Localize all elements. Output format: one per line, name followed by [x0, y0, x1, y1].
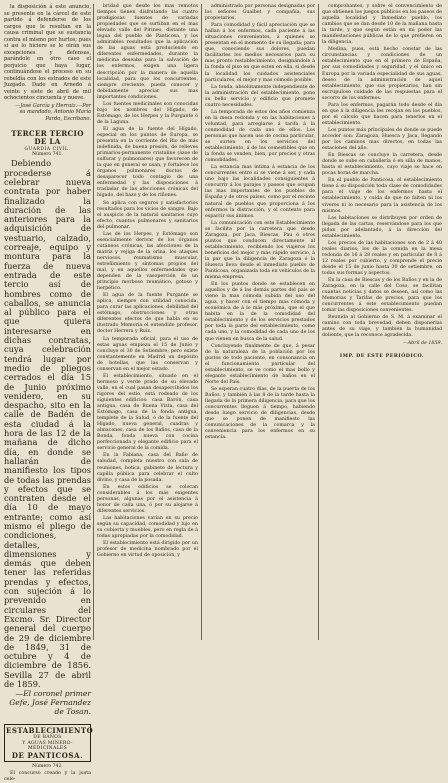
article-paragraph: La comunicación con este Establecimiento se facilita por la carretera que desde Zaragoza, por Jaca, Biescas, Pau ó otros puntos que conducen directamente al establecimiento, recibiendo los viajeros los beneficios del mejor y más rápido servicio, á la par que la diligencia de Zaragoza ó la Huesca lleva desde el inmediato pueblo de Panticosa, organizada toda en vehículos de la misma empresa.: [205, 220, 315, 281]
article-date: —Abril de 1859.: [403, 340, 442, 346]
guardia-civil-signature: —El coronel primer Gefe, José Fernandez de Tosan.: [9, 689, 91, 716]
article-paragraph: El agua de la fuente Purgante se aplica, siempre con utilidad conocida, para curar las aplicaciones, debilidad del estómago, obstrucciones y otras diferentes efectos de que habla en su ilustrado Memoria el entendido profesor, doctor Herrera y Ruiz.: [97, 293, 198, 335]
article-paragraph: bridad que desde los mas remotos tiempos tienen disfrutando las cuatro prodigiosas fuentes de variadas propiedades que se surtiban en el mas elevado valle del Pirineo, distante una legua del pueblo de Panticosa, y los admirables resultados que la aplicación de las aguas está produciendo en diferentes enfermedades, durante la medicina deseaba para la salvación de los enfermos, exigen una ligera descripción por la manera de aquella localidad, para que los concurrentes, siempre creciente, pueda conocer y debidamente apreciar sus mas importantes condiciones.: [97, 4, 198, 100]
column-rule: [318, 4, 319, 640]
article-paragraph: El agua de la fuente del Hígado, especial en los puntos de Europa, se presenta en la corriente del Rio de más indefinida, de buena presión, de relieves primarios-permanente cristaline (ázoe de sulfurar y pulmonares) que favorecen de la que en general se usan, y fortalece los órganos pulmonares ductos de desaparecer todo contagio de una enfermedad y las disposiciones á trasladar de las afecciones crónicas del hígado, del bazo y de los riñones.: [97, 126, 198, 199]
section-number: Número 741.: [32, 152, 63, 157]
article-paragraph: administrado por personas designadas por los señores Gualbet y compañía, sus propietarios.: [205, 4, 315, 22]
article-paragraph: En el pueblo de Panticosa, el establecimiento tiene á su disposición toda clase de comodidades para el viaje de los enfermos hasta el establecimiento, y cuida de que no falten ni los víveres ni lo necesario para la asistencia de los mismos.: [322, 178, 442, 214]
section-subtitle: GUARDIA CIVIL.: [24, 147, 71, 152]
judicial-notice-text: la disposición á este anuncio, se presente en la cárcel de este partido á defenderse de los cargos que le resultan en la causa criminal que se sustancia contra el mismo por hurtos; pues si así lo hiciere se le oirán sus excepciones y defensas, parándole en otro caso el perjuicio que haya lugar, continuándose el proceso en su rebeldía con los estrados de este Juzgado. Dado en Arnedo á veinte y siete de abril de mil ochocientos cincuenta y nueve.: [4, 4, 91, 101]
article-paragraph: Para comodidad y fácil apreciación que se hallan á los enfermos, cada paciente á las situaciones convenientes, á quienes se presentan en el momento de su llegada; para que, conociendo sus dolores, puedan facilitarles los medios necesarios para su mas pronto restablecimiento, designándole á la fonda el piso en que esten en ella, si desde la localidad los cuidados asistenciales particulares, el mejor y mas cómodo posible.: [205, 23, 315, 83]
ad-place-name: DE PANTICOSA.: [11, 750, 84, 760]
article-paragraph: Concluyendo finalmente de que, á pesar de la naturaleza de la población por los gustos de todo paciente, en consonancia en el funcionamiento particular del establecimiento, se ve como el mas bello y elegante establecimiento de baños en el Norte del País.: [205, 343, 315, 385]
column-rule: [93, 4, 94, 640]
section-title: TERCER TERCIO DE LA: [11, 129, 84, 146]
article-paragraph: Medina, pues, está hecho constar de las circunstancias y condiciones de un establecimiento que en el primero de España, por sus comodidades y seguridad, y el único en Europa por la variada especialidad de sus aguas, deseo de la administración de aquel establecimiento, que sus propietarios, han sin escrupuloso cuidado de las respuestas para el socorro de los enfermos.: [322, 47, 442, 101]
article-paragraph: Los precios de las habitaciones son de 2 á 40 reales diarios; los de la comida en la mesa redonda de 16 á 28 reales y en particular de 8 á 12 reales por cubierto, y comprende el precio desde el 15 de junio hasta 30 de setiembre, en todas sus formas y aspectos.: [322, 240, 442, 277]
article-paragraph: Las habitaciones varían en su precio según su capacidad, comodidad y lujo en su cubierta y muebles, pero en regla de á todas apropiadas por la comodidad.: [97, 515, 198, 540]
ad-subheading: DE BAÑOS: [33, 735, 62, 741]
article-paragraph: La temporada de estos dos años comienza en la mesa redonda y en las habitaciones á voluntad, para arreglarse á tarifa á la conmodidad de cada uno de ellos. Los personas que hacen uso de cocina particular, se surten en los servicios del establecimiento, á de los comestibles que en la fonda se venden, bien, por precios y otras comodidades.: [205, 109, 315, 164]
ad-text-start: El concurso creado y la justa cele-: [4, 771, 91, 783]
article-paragraph: En la Fabiana, casa del Baño de saludad, completa nuestro con sala de reuniones, botica, gabinete de lectura y capilla pública para celebrar el culto divino, y casa de la posada.: [97, 453, 198, 483]
article-paragraph: Reunida al Gobierno de S. M. á examinar el camino con toda brevedad, deben disponerlas antes de su viaje, y también la humanidad doliente, que la reconoce agradecida.: [322, 315, 442, 339]
article-paragraph: Las de los Herpes, y Estómago son esencialmente derivar de los órganos cutáneos crónicas, las afecciones de la matriz y vejiga de la orina, los ataques nerviosos, reumatismo muscular, estreñimiento y síntomas propios del mal, y en aquellos enfermedades que dependen de la vasoperción de un principio morboso reumático, gotoso y herpético.: [97, 231, 198, 292]
article-paragraph: En los puntos donde se establecen en aquellos y de á las demás partes del país se viene la mas cómoda subida del uso del agua, y hacer con el tiempo mas cómoda y económica de á lo más próxima, que el que habita en la de la comodidad del establecimiento y de los servicios prestados por toda la parte del establecimiento, como cada uno, y la comodidad de cada uno de los que vienen en busca de la salud.: [205, 282, 315, 342]
article-paragraph: comprobantes, y sobre el convencimiento de que obtienen los juegos públicos en los paseos de aquella localidad y Inmediato pueblo, los cambios que se dan desde 10 de la mañana hasta la tarde, y que según están en mi poder las manifestaciones públicas de lo que prefieren en la diligencia.: [322, 4, 442, 46]
article-paragraph: En la casa de Biescas y de los Baños y en la de Zaragoza, en la calle del Coso, se facilitan cuantas noticias y datos se deseen, así como las Memorias y Tarifas de precios, para que los concurrentes á este establecimiento puedan tomar las disposiciones convenientes.: [322, 278, 442, 314]
ad-number: Número 742.: [32, 763, 63, 769]
article-paragraph: En estos edificios se colocan considerables á los más exigentes personas, algunas por el asistencia á honor de cada una, ó por su alojarse á diferentes servicios.: [97, 484, 198, 514]
article-paragraph: La fonda, absolutamente independiente de la administración del establecimiento, pone su bello servicio y edificio que promete cuatro necesidades.: [205, 84, 315, 108]
judicial-notice-signature: —José García y Herraiz.—Por su mandado, Antonio María Pardo, Escribano.: [15, 102, 91, 122]
article-paragraph: En Biescas se concluye la carretera, desde donde se sube en caballería ó en silla de manos, hasta el establecimiento, cuyo viaje se hace en pocas horas de marcha.: [322, 153, 442, 177]
article-paragraph: Los puntos más principales de donde se puede acceder son: Zaragoza, Huesca y Jaca, llegando por los caminos mas directos, en todas las estaciones del año.: [322, 127, 442, 152]
column-4: [322, 4, 442, 640]
article-paragraph: Se aplica con seguros y satisfactorios resultados para los vicios de sangre. Bajo el auspicio de la natural sanitarios cuyo efecto, cuantos pulmonares y sanitarios del pulmonar.: [97, 200, 198, 230]
printer-imprint: IMP. DE ESTE PERIÓDICO.: [339, 352, 425, 359]
article-paragraph: Se esperan cuatro días, de la puerta de los Baños, y también á las 8 de la tarde hasta la llegada de la primera diligencia, para que los concurrentes lleguen á tiempo, habiendo desde luego servicio de diligencias, desde que se ponen de manifiesto las comunicaciones de la comarca y la conveniencia para los enfermos en su estancia.: [205, 386, 315, 441]
column-2: [97, 4, 198, 640]
article-paragraph: El establecimiento está dirigido por un profesor de medicina nombrado por el Gobierno en virtud de oposición, y: [97, 541, 198, 559]
article-paragraph: La temporada oficial, para el uso de estas aguas empieza el 15 de Junio y concluye el 30 de Setiembre; pero existe constantemente en Madrid un depósito de botellas, que las conservan y conservan en el mejor estado.: [97, 336, 198, 372]
article-paragraph: La estancia mas íntima á estancia de los concurrentes entre sí se viene á ser, y cada uno bajo las localidades consiguientes á concurrir á los parajes y paseos que ocupan las mas importantes de los pueblos de España y de otros países, como por el recinto natural de pueblos que proporciona á los enfermos la distracción, y el contento para esparcir sus ánimos.: [205, 165, 315, 219]
column-3: [205, 4, 315, 640]
column-1: [4, 4, 94, 783]
article-paragraph: Para los enfermos, pagarán todo desde el día en que á la diligencia les recojan en los pueblos, por el cálculo que hacen para tenerlos en el establecimiento.: [322, 102, 442, 126]
guardia-civil-notice-text: Debiendo procederse á celebrar nueva contrata por haber finalizado la duración de las anteriores para la adquisición de vestuario, calzado, correaje, equipo y montura para la fuerza de nueva entrada de este tercio así de hombres como de caballos, se anuncia al público para el que quiera interesarse en dichas contratas, cuya celebración tendrá lugar por medio de pliegos cerrados el día 15 de Junio próximo venidero, en su despacho, sito en la calle de Badén de esta ciudad á la hora de las 12 de la mañana de dicho día, en donde se hallarán de manifiesto los tipos de todas las prendas y efectos que se contraten desde el día 10 de mayo entrante; como así mismo el pliego de condiciones, detalles, dimensiones y demás que deben tener las referidas prendas y efectos, con sujeción á lo prevenido en circulares del Excmo. Sr. Director general del cuerpo de 29 de diciembre de 1849, 31 de octubre y 4 de diciembre de 1856. Sevilla 27 de abril de 1859.: [4, 158, 91, 690]
advertisement-header-box: [4, 724, 94, 762]
article-paragraph: El establecimiento, situado en el hermoso y verde prado de su elevado valle, en el cual pasan desapercibidos los rigores del estío, está rodeado de los siguientes edificios: casa Barón, casa antigua, casa de Buena Vista, casa del Estómago, casa de la fonda antigua, templete de la Salud, ó de la fuente del Hígado, nueva general, cuadras y almacenes, casa de los Baños, casa de la Bonda, fonda nueva con cocina perfeccionada y elegante edificio para el servicio general de la comida.: [97, 373, 198, 452]
article-paragraph: Las habitaciones se distribuyen por orden de llegada de las cartas, reservándose para los que pidan por adelantado, á la dirección del establecimiento.: [322, 215, 442, 239]
ad-heading: ESTABLECIMIENTO: [6, 726, 94, 736]
guardia-civil-notice: [4, 159, 91, 716]
ad-subheading: Y AGUAS MINERO-MEDICINALES: [22, 740, 73, 752]
article-paragraph: Los fuentes medicinales son conocidas bajo los nombres del Hígado, de Estómago, de los Herpes y la Purgante ó de la Laguna.: [97, 101, 198, 125]
column-rule: [201, 4, 202, 640]
